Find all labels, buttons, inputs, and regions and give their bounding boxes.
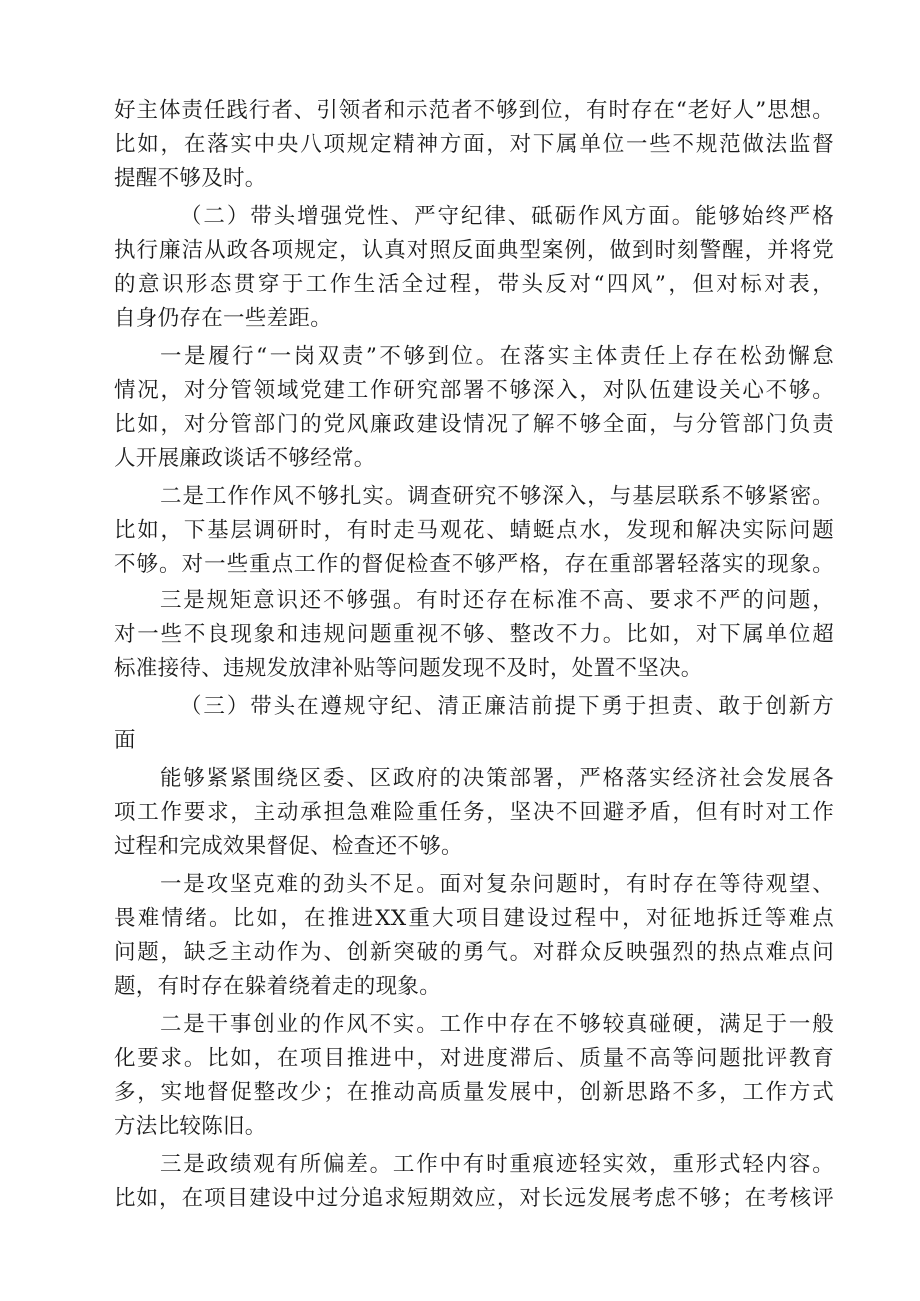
text-line: 畏难情绪。比如，在推进XX重大项目建设过程中，对征地拆迁等难点 [114, 906, 834, 931]
section-heading-3: （三）带头在遵规守纪、清正廉洁前提下勇于担责、敢于创新方 [180, 694, 834, 719]
text-line: 化要求。比如，在项目推进中，对进度滞后、质量不高等问题批评教育 [114, 1046, 834, 1071]
text-line: 自身仍存在一些差距。 [114, 306, 333, 331]
text-line: 提醒不够及时。 [114, 166, 267, 191]
paragraph-start: 三是政绩观有所偏差。工作中有时重痕迹轻实效，重形式轻内容。 [160, 1152, 834, 1177]
paragraph-start: 二是工作作风不够扎实。调查研究不够深入，与基层联系不够紧密。 [160, 484, 834, 509]
text-line: 执行廉洁从政各项规定，认真对照反面典型案例，做到时刻警醒，并将党 [114, 238, 834, 263]
paragraph-start: 二是干事创业的作风不实。工作中存在不够较真碰硬，满足于一般 [160, 1012, 834, 1037]
text-line: 方法比较陈旧。 [114, 1114, 267, 1139]
text-line: 人开展廉政谈话不够经常。 [114, 446, 376, 471]
text-line: 面 [114, 728, 136, 753]
text-line: 不够。对一些重点工作的督促检查不够严格，存在重部署轻落实的现象。 [114, 552, 834, 577]
text-line: 好主体责任践行者、引领者和示范者不够到位，有时存在“老好人”思想。 [114, 98, 834, 123]
text-line: 比如，在落实中央八项规定精神方面，对下属单位一些不规范做法监督 [114, 132, 834, 157]
text-line: 项工作要求，主动承担急难险重任务，坚决不回避矛盾，但有时对工作 [114, 800, 834, 825]
text-line: 题，有时存在躲着绕着走的现象。 [114, 974, 442, 999]
paragraph-start: 能够紧紧围绕区委、区政府的决策部署，严格落实经济社会发展各 [160, 766, 834, 791]
section-heading-2: （二）带头增强党性、严守纪律、砥砺作风方面。能够始终严格 [180, 204, 834, 229]
text-line: 的意识形态贯穿于工作生活全过程，带头反对“四风”，但对标对表， [114, 272, 834, 297]
text-line: 标准接待、违规发放津补贴等问题发现不及时，处置不坚决。 [114, 656, 703, 681]
paragraph-start: 三是规矩意识还不够强。有时还存在标准不高、要求不严的问题， [160, 588, 834, 613]
text-line: 对一些不良现象和违规问题重视不够、整改不力。比如，对下属单位超 [114, 622, 834, 647]
text-line: 比如，在项目建设中过分追求短期效应，对长远发展考虑不够；在考核评 [114, 1186, 834, 1211]
text-line: 比如，下基层调研时，有时走马观花、蜻蜓点水，发现和解决实际问题 [114, 518, 834, 543]
text-line: 情况，对分管领域党建工作研究部署不够深入，对队伍建设关心不够。 [114, 378, 834, 403]
paragraph-start: 一是攻坚克难的劲头不足。面对复杂问题时，有时存在等待观望、 [160, 872, 834, 897]
text-line: 多，实地督促整改少；在推动高质量发展中，创新思路不多，工作方式 [114, 1080, 834, 1105]
text-line: 问题，缺乏主动作为、创新突破的勇气。对群众反映强烈的热点难点问 [114, 940, 834, 965]
paragraph-start: 一是履行“一岗双责”不够到位。在落实主体责任上存在松劲懈怠 [160, 344, 834, 369]
text-line: 过程和完成效果督促、检查还不够。 [114, 834, 463, 859]
text-line: 比如，对分管部门的党风廉政建设情况了解不够全面，与分管部门负责 [114, 412, 834, 437]
